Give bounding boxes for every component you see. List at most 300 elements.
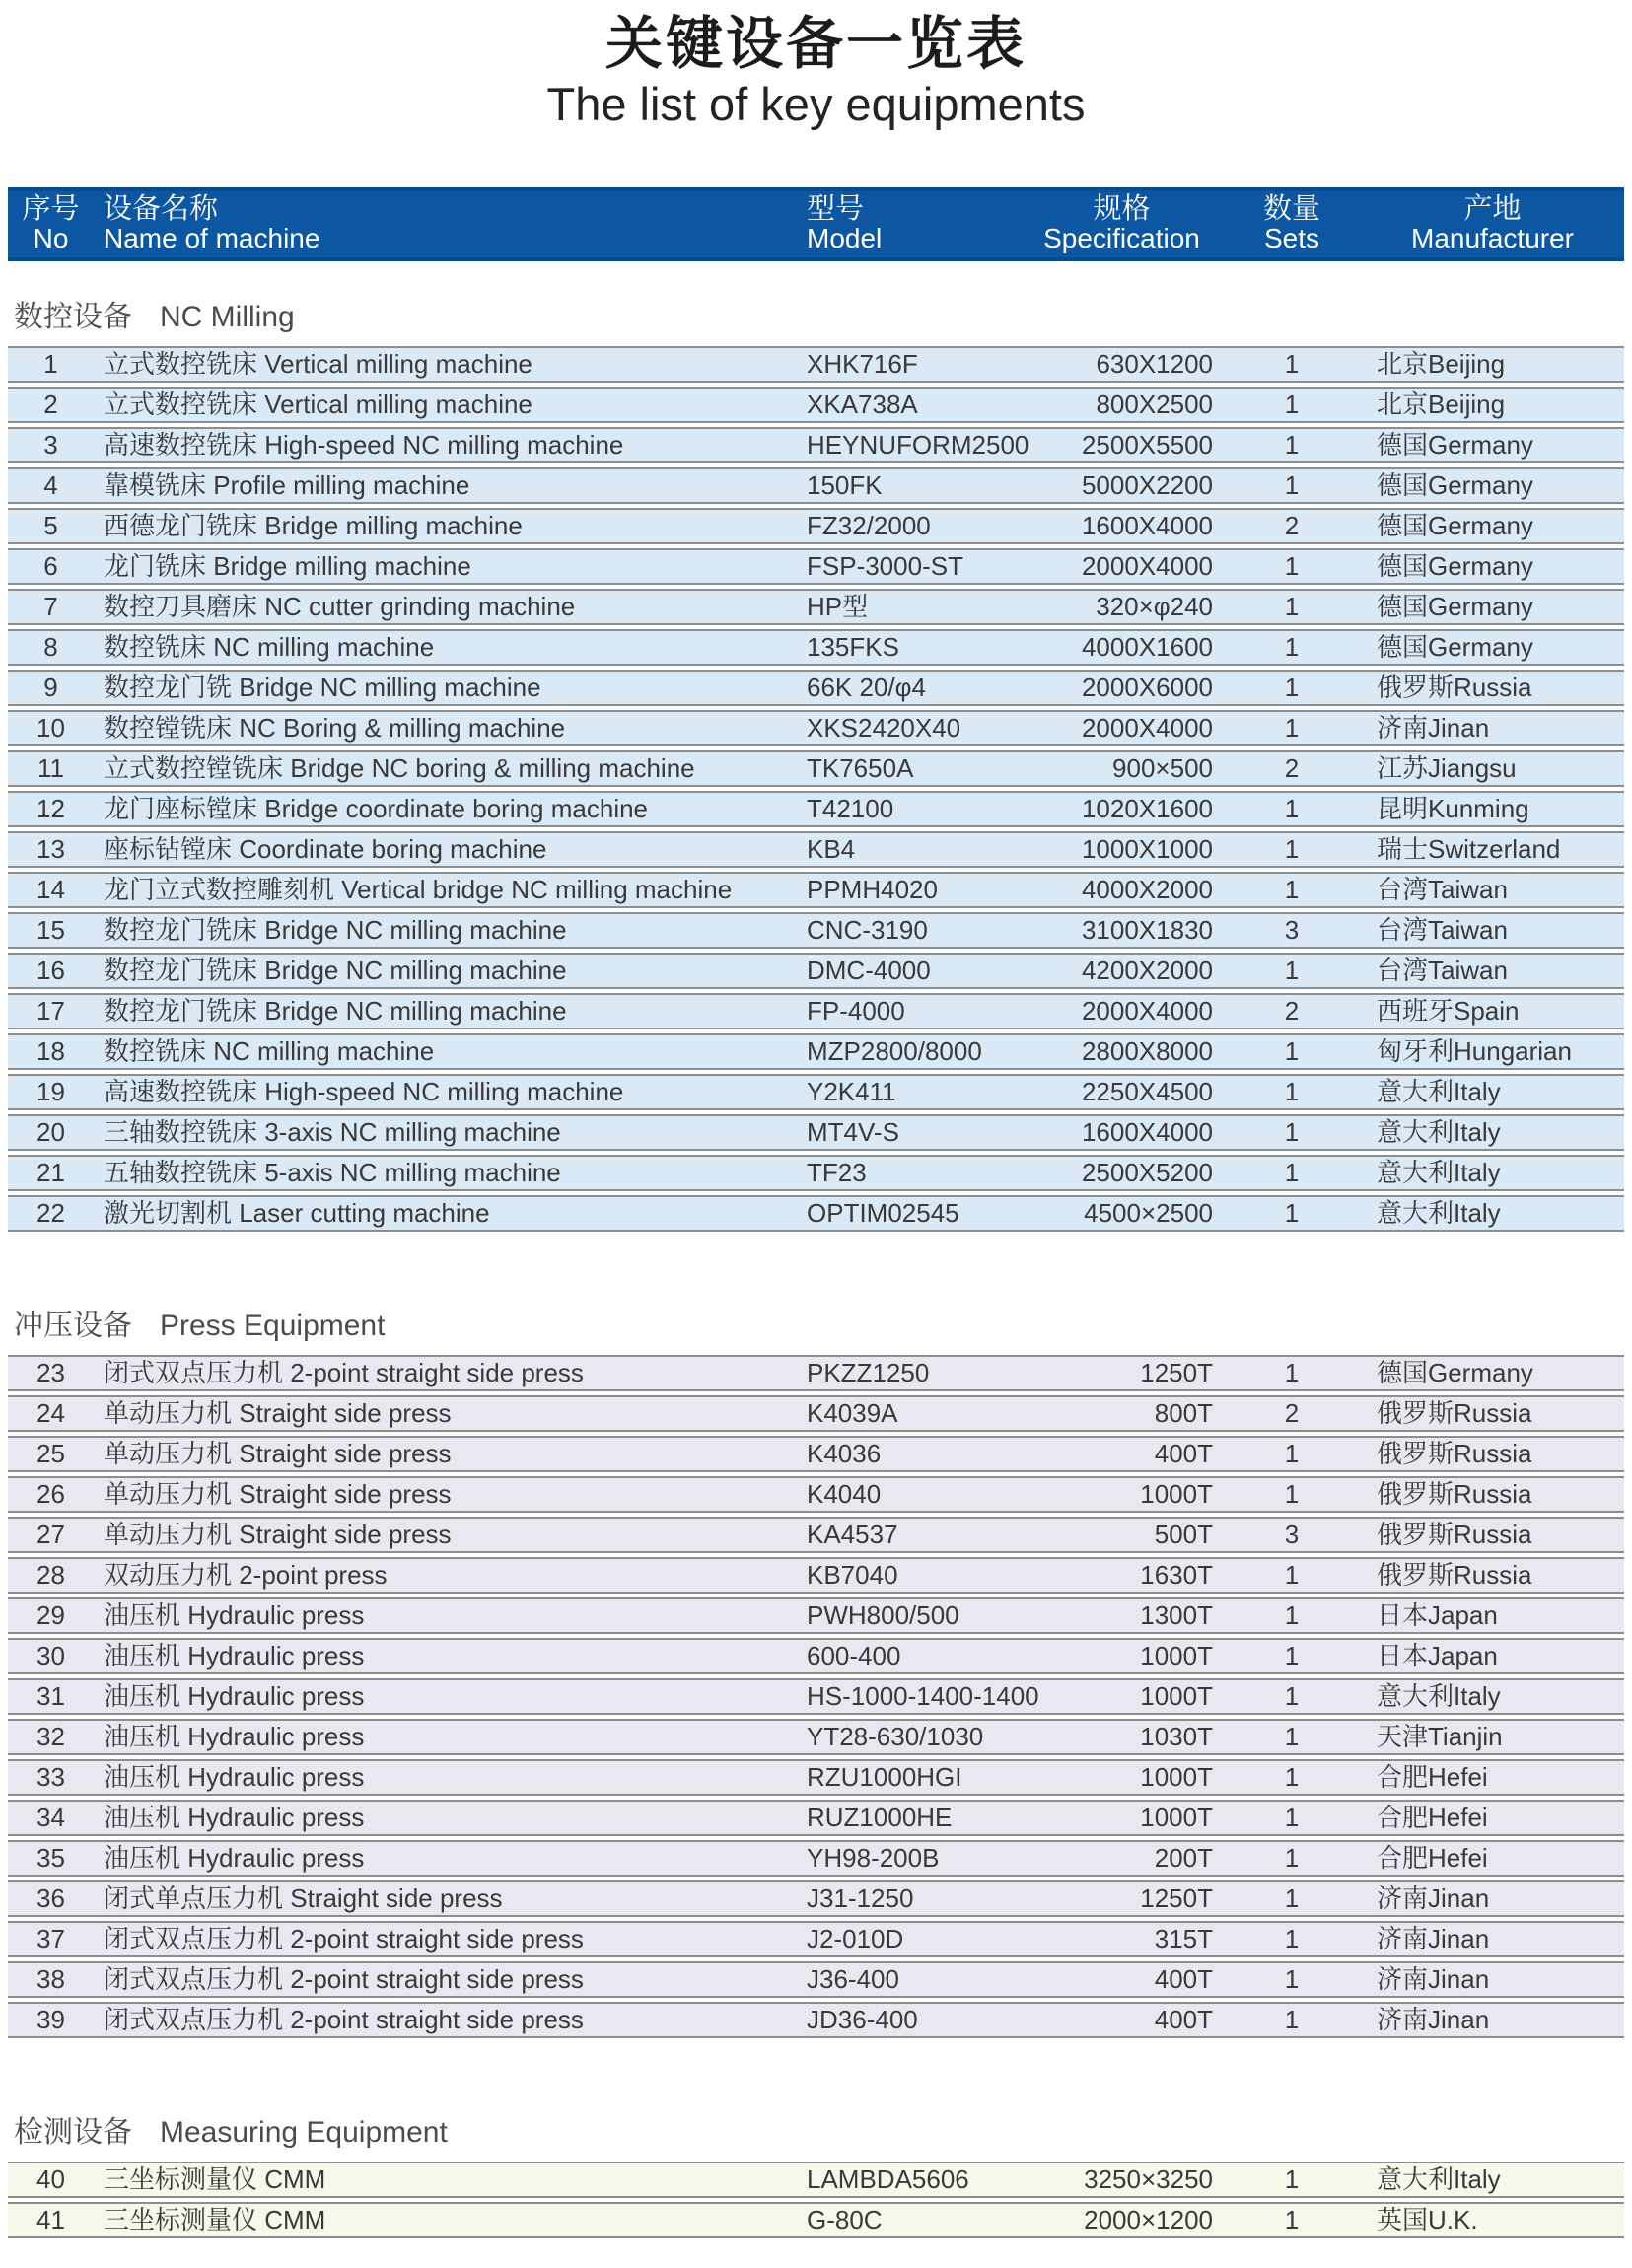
cell-sets: 1 (1284, 1681, 1300, 1711)
cell-sets: 1 (1284, 875, 1300, 904)
equipment-section-press-equipment (0, 1311, 1632, 2038)
cell-no: 14 (36, 875, 65, 904)
table-row (8, 2202, 1624, 2238)
cell-no: 3 (43, 430, 58, 460)
table-row (8, 1355, 1624, 1391)
table-row (8, 629, 1624, 666)
cell-spec: 1000T (1140, 1762, 1213, 1792)
table-row (8, 1638, 1624, 1674)
section-title-en: Measuring Equipment (160, 2116, 448, 2149)
cell-sets: 1 (1284, 794, 1300, 823)
cell-origin: 西班牙Spain (1377, 996, 1520, 1026)
cell-model: 600-400 (807, 1641, 901, 1670)
column-header-spec (1021, 194, 1223, 252)
cell-name: 龙门立式数控雕刻机 Vertical bridge NC milling machine (104, 875, 733, 904)
table-row (8, 912, 1624, 949)
cell-spec: 1020X1600 (1081, 794, 1213, 823)
cell-spec: 3100X1830 (1081, 915, 1213, 945)
cell-origin: 意大利Italy (1377, 1198, 1501, 1228)
cell-sets: 1 (1284, 2005, 1300, 2034)
cell-sets: 2 (1284, 511, 1300, 540)
cell-name: 数控铣床 NC milling machine (104, 632, 435, 662)
cell-origin: 德国Germany (1377, 1358, 1533, 1387)
table-row (8, 953, 1624, 989)
cell-name: 闭式双点压力机 2-point straight side press (104, 1358, 584, 1387)
cell-no: 34 (36, 1803, 65, 1832)
cell-spec: 500T (1154, 1520, 1213, 1549)
page-title-en: The list of key equipments (546, 78, 1086, 130)
table-row (8, 2002, 1624, 2038)
cell-origin: 俄罗斯Russia (1377, 1560, 1532, 1590)
table-row (8, 427, 1624, 463)
cell-model: T42100 (807, 794, 894, 823)
cell-origin: 英国U.K. (1377, 2205, 1478, 2234)
cell-no: 27 (36, 1520, 65, 1549)
column-header-manufacturer-zh: 产地 (1463, 193, 1522, 225)
cell-sets: 3 (1284, 1520, 1300, 1549)
cell-sets: 1 (1284, 1964, 1300, 1994)
cell-spec: 3250×3250 (1084, 2164, 1213, 2194)
cell-name: 单动压力机 Straight side press (104, 1520, 452, 1549)
cell-origin: 台湾Taiwan (1377, 956, 1508, 985)
cell-spec: 4000X2000 (1081, 875, 1213, 904)
column-header-model-zh: 型号 (807, 193, 865, 225)
cell-name: 油压机 Hydraulic press (104, 1762, 365, 1792)
cell-origin: 意大利Italy (1377, 1077, 1501, 1106)
table-row (8, 1195, 1624, 1232)
cell-spec: 1030T (1140, 1722, 1213, 1751)
cell-origin: 台湾Taiwan (1377, 915, 1508, 945)
cell-no: 32 (36, 1722, 65, 1751)
cell-spec: 2500X5200 (1081, 1158, 1213, 1187)
column-header-name-zh: 设备名称 (104, 193, 219, 225)
cell-origin: 意大利Italy (1377, 1681, 1501, 1711)
cell-name: 五轴数控铣床 5-axis NC milling machine (104, 1158, 561, 1187)
cell-model: XKA738A (807, 390, 918, 419)
cell-origin: 瑞士Switzerland (1377, 834, 1561, 864)
cell-name: 单动压力机 Straight side press (104, 1479, 452, 1509)
cell-spec: 2000X4000 (1081, 713, 1213, 743)
cell-spec: 800T (1154, 1398, 1213, 1428)
cell-name: 数控龙门铣床 Bridge NC milling machine (104, 996, 567, 1026)
cell-model: PKZZ1250 (807, 1358, 930, 1387)
cell-sets: 1 (1284, 1762, 1300, 1792)
cell-spec: 400T (1154, 1964, 1213, 1994)
cell-model: 150FK (807, 470, 883, 500)
cell-sets: 2 (1284, 996, 1300, 1026)
cell-no: 23 (36, 1358, 65, 1387)
cell-spec: 1000T (1140, 1803, 1213, 1832)
cell-name: 数控龙门铣 Bridge NC milling machine (104, 673, 541, 702)
cell-no: 1 (43, 349, 58, 379)
cell-model: J31-1250 (807, 1883, 914, 1913)
cell-origin: 合肥Hefei (1377, 1762, 1488, 1792)
cell-origin: 济南Jinan (1377, 2005, 1490, 2034)
table-row (8, 750, 1624, 787)
cell-sets: 1 (1284, 1843, 1300, 1873)
cell-origin: 江苏Jiangsu (1377, 753, 1517, 783)
cell-origin: 意大利Italy (1377, 1117, 1501, 1147)
cell-model: LAMBDA5606 (807, 2164, 969, 2194)
cell-name: 激光切割机 Laser cutting machine (104, 1198, 490, 1228)
table-row (8, 1114, 1624, 1151)
section-rows (8, 2162, 1624, 2238)
cell-origin: 北京Beijing (1377, 390, 1506, 419)
table-row (8, 791, 1624, 827)
cell-no: 7 (43, 592, 58, 621)
cell-model: TF23 (807, 1158, 867, 1187)
cell-spec: 400T (1154, 1439, 1213, 1468)
cell-model: K4040 (807, 1479, 882, 1509)
cell-model: J36-400 (807, 1964, 899, 1994)
cell-sets: 2 (1284, 753, 1300, 783)
cell-name: 单动压力机 Straight side press (104, 1398, 452, 1428)
column-header-model (799, 194, 1021, 252)
table-row (8, 1557, 1624, 1594)
cell-no: 33 (36, 1762, 65, 1792)
table-row (8, 589, 1624, 625)
cell-name: 靠模铣床 Profile milling machine (104, 470, 470, 500)
cell-sets: 1 (1284, 673, 1300, 702)
cell-spec: 1250T (1140, 1358, 1213, 1387)
cell-sets: 1 (1284, 1198, 1300, 1228)
column-header-no-en: No (33, 223, 69, 253)
cell-model: K4036 (807, 1439, 882, 1468)
section-rows (8, 1355, 1624, 2038)
cell-sets: 1 (1284, 1722, 1300, 1751)
cell-no: 29 (36, 1600, 65, 1630)
cell-no: 6 (43, 551, 58, 581)
cell-origin: 济南Jinan (1377, 713, 1490, 743)
cell-sets: 1 (1284, 430, 1300, 460)
cell-no: 2 (43, 390, 58, 419)
column-header-no-zh: 序号 (22, 193, 80, 225)
table-row (8, 1759, 1624, 1796)
cell-model: HEYNUFORM2500 (807, 430, 1029, 460)
cell-model: K4039A (807, 1398, 898, 1428)
cell-spec: 5000X2200 (1081, 470, 1213, 500)
cell-model: CNC-3190 (807, 915, 928, 945)
cell-no: 20 (36, 1117, 65, 1147)
cell-sets: 1 (1284, 551, 1300, 581)
table-row (8, 872, 1624, 908)
table-row (8, 993, 1624, 1029)
cell-name: 闭式双点压力机 2-point straight side press (104, 1964, 584, 1994)
section-title-en: NC Milling (160, 301, 295, 333)
cell-origin: 意大利Italy (1377, 2164, 1501, 2194)
cell-name: 油压机 Hydraulic press (104, 1681, 365, 1711)
cell-origin: 俄罗斯Russia (1377, 673, 1532, 702)
cell-spec: 1300T (1140, 1600, 1213, 1630)
cell-spec: 2000X6000 (1081, 673, 1213, 702)
cell-sets: 1 (1284, 1358, 1300, 1387)
cell-origin: 昆明Kunming (1377, 794, 1529, 823)
cell-no: 12 (36, 794, 65, 823)
cell-model: Y2K411 (807, 1077, 896, 1106)
equipment-section-nc-milling (0, 302, 1632, 1232)
cell-model: 66K 20/φ4 (807, 673, 926, 702)
table-row (8, 1074, 1624, 1110)
cell-no: 8 (43, 632, 58, 662)
cell-no: 31 (36, 1681, 65, 1711)
column-header-spec-en: Specification (1043, 223, 1200, 253)
cell-no: 39 (36, 2005, 65, 2034)
cell-origin: 德国Germany (1377, 511, 1533, 540)
cell-no: 21 (36, 1158, 65, 1187)
cell-model: G-80C (807, 2205, 883, 2234)
cell-spec: 4500×2500 (1084, 1198, 1213, 1228)
cell-name: 数控龙门铣床 Bridge NC milling machine (104, 956, 567, 985)
cell-name: 立式数控镗铣床 Bridge NC boring & milling machine (104, 753, 695, 783)
cell-name: 闭式单点压力机 Straight side press (104, 1883, 503, 1913)
table-row (8, 1155, 1624, 1191)
table-row (8, 548, 1624, 585)
cell-name: 油压机 Hydraulic press (104, 1843, 365, 1873)
page-title-zh: 关键设备一览表 (604, 12, 1027, 76)
cell-no: 17 (36, 996, 65, 1026)
cell-name: 立式数控铣床 Vertical milling machine (104, 390, 532, 419)
cell-spec: 1250T (1140, 1883, 1213, 1913)
cell-spec: 2800X8000 (1081, 1036, 1213, 1066)
cell-model: PPMH4020 (807, 875, 938, 904)
section-title-nc-milling (14, 302, 1632, 333)
cell-spec: 4200X2000 (1081, 956, 1213, 985)
table-row (8, 1800, 1624, 1836)
table-row (8, 1476, 1624, 1513)
cell-origin: 意大利Italy (1377, 1158, 1501, 1187)
table-row (8, 1033, 1624, 1070)
cell-model: FZ32/2000 (807, 511, 931, 540)
cell-name: 高速数控铣床 High-speed NC milling machine (104, 430, 624, 460)
column-header-sets-en: Sets (1263, 223, 1320, 253)
cell-model: HP型 (807, 592, 869, 621)
cell-model: DMC-4000 (807, 956, 931, 985)
cell-name: 油压机 Hydraulic press (104, 1722, 365, 1751)
section-title-measuring-equipment (14, 2117, 1632, 2149)
cell-sets: 1 (1284, 956, 1300, 985)
table-row (8, 508, 1624, 544)
cell-spec: 4000X1600 (1081, 632, 1213, 662)
cell-origin: 北京Beijing (1377, 349, 1506, 379)
section-title-zh: 数控设备 (14, 301, 132, 333)
cell-origin: 俄罗斯Russia (1377, 1520, 1532, 1549)
cell-no: 5 (43, 511, 58, 540)
cell-model: RZU1000HGI (807, 1762, 962, 1792)
cell-origin: 匈牙利Hungarian (1377, 1036, 1572, 1066)
cell-spec: 2000X4000 (1081, 551, 1213, 581)
column-header-manufacturer (1361, 194, 1624, 252)
cell-spec: 1000T (1140, 1681, 1213, 1711)
cell-origin: 天津Tianjin (1377, 1722, 1503, 1751)
cell-no: 40 (36, 2164, 65, 2194)
cell-sets: 1 (1284, 1803, 1300, 1832)
column-header-manufacturer-en: Manufacturer (1411, 223, 1574, 253)
cell-name: 数控刀具磨床 NC cutter grinding machine (104, 592, 576, 621)
cell-model: J2-010D (807, 1924, 904, 1953)
table-row (8, 1436, 1624, 1472)
cell-model: PWH800/500 (807, 1600, 959, 1630)
cell-origin: 济南Jinan (1377, 1924, 1490, 1953)
cell-spec: 400T (1154, 2005, 1213, 2034)
cell-spec: 1000T (1140, 1479, 1213, 1509)
cell-spec: 320×φ240 (1096, 592, 1213, 621)
cell-sets: 1 (1284, 1600, 1300, 1630)
cell-no: 25 (36, 1439, 65, 1468)
cell-name: 龙门铣床 Bridge milling machine (104, 551, 471, 581)
cell-model: RUZ1000HE (807, 1803, 953, 1832)
cell-model: FSP-3000-ST (807, 551, 963, 581)
cell-origin: 合肥Hefei (1377, 1843, 1488, 1873)
cell-model: JD36-400 (807, 2005, 918, 2034)
cell-sets: 1 (1284, 713, 1300, 743)
cell-no: 18 (36, 1036, 65, 1066)
section-title-zh: 冲压设备 (14, 1310, 132, 1342)
column-header-spec-zh: 规格 (1093, 193, 1151, 225)
cell-sets: 1 (1284, 1479, 1300, 1509)
cell-sets: 1 (1284, 1158, 1300, 1187)
cell-name: 三轴数控铣床 3-axis NC milling machine (104, 1117, 561, 1147)
cell-origin: 日本Japan (1377, 1641, 1498, 1670)
cell-origin: 台湾Taiwan (1377, 875, 1508, 904)
cell-no: 36 (36, 1883, 65, 1913)
cell-origin: 德国Germany (1377, 470, 1533, 500)
cell-name: 数控镗铣床 NC Boring & milling machine (104, 713, 566, 743)
table-row (8, 1719, 1624, 1755)
cell-no: 35 (36, 1843, 65, 1873)
cell-model: 135FKS (807, 632, 899, 662)
cell-no: 9 (43, 673, 58, 702)
cell-model: HS-1000-1400-1400 (807, 1681, 1039, 1711)
column-header-name-en: Name of machine (104, 223, 320, 253)
cell-spec: 200T (1154, 1843, 1213, 1873)
column-header-sets-zh: 数量 (1262, 193, 1320, 225)
cell-sets: 1 (1284, 1641, 1300, 1670)
column-header-name (94, 194, 799, 252)
cell-name: 油压机 Hydraulic press (104, 1600, 365, 1630)
cell-spec: 1000T (1140, 1641, 1213, 1670)
table-row (8, 670, 1624, 706)
cell-sets: 2 (1284, 1398, 1300, 1428)
cell-no: 26 (36, 1479, 65, 1509)
cell-sets: 1 (1284, 1883, 1300, 1913)
cell-model: MZP2800/8000 (807, 1036, 982, 1066)
cell-no: 22 (36, 1198, 65, 1228)
cell-model: XHK716F (807, 349, 918, 379)
cell-no: 41 (36, 2205, 65, 2234)
cell-sets: 1 (1284, 834, 1300, 864)
cell-no: 16 (36, 956, 65, 985)
table-row (8, 1517, 1624, 1553)
cell-spec: 900×500 (1112, 753, 1213, 783)
cell-model: KB7040 (807, 1560, 898, 1590)
cell-sets: 1 (1284, 390, 1300, 419)
cell-name: 数控铣床 NC milling machine (104, 1036, 435, 1066)
cell-name: 高速数控铣床 High-speed NC milling machine (104, 1077, 624, 1106)
cell-origin: 济南Jinan (1377, 1964, 1490, 1994)
cell-name: 立式数控铣床 Vertical milling machine (104, 349, 532, 379)
cell-origin: 合肥Hefei (1377, 1803, 1488, 1832)
cell-origin: 俄罗斯Russia (1377, 1479, 1532, 1509)
cell-no: 4 (43, 470, 58, 500)
cell-sets: 1 (1284, 349, 1300, 379)
table-row (8, 1921, 1624, 1957)
cell-name: 龙门座标镗床 Bridge coordinate boring machine (104, 794, 649, 823)
section-rows (8, 346, 1624, 1232)
cell-name: 数控龙门铣床 Bridge NC milling machine (104, 915, 567, 945)
cell-origin: 德国Germany (1377, 551, 1533, 581)
cell-model: XKS2420X40 (807, 713, 961, 743)
column-header-sets (1223, 194, 1361, 252)
cell-no: 15 (36, 915, 65, 945)
cell-no: 37 (36, 1924, 65, 1953)
cell-spec: 2000X4000 (1081, 996, 1213, 1026)
section-title-press-equipment (14, 1311, 1632, 1342)
cell-sets: 1 (1284, 1439, 1300, 1468)
cell-origin: 济南Jinan (1377, 1883, 1490, 1913)
cell-model: TK7650A (807, 753, 914, 783)
cell-spec: 630X1200 (1096, 349, 1213, 379)
table-row (8, 2162, 1624, 2198)
cell-model: YH98-200B (807, 1843, 940, 1873)
section-title-en: Press Equipment (160, 1310, 386, 1342)
cell-origin: 德国Germany (1377, 592, 1533, 621)
column-header-no (8, 194, 94, 252)
cell-spec: 1630T (1140, 1560, 1213, 1590)
cell-sets: 1 (1284, 1924, 1300, 1953)
cell-origin: 日本Japan (1377, 1600, 1498, 1630)
table-header (8, 187, 1624, 261)
cell-model: MT4V-S (807, 1117, 899, 1147)
cell-origin: 俄罗斯Russia (1377, 1439, 1532, 1468)
table-row (8, 387, 1624, 423)
cell-no: 10 (36, 713, 65, 743)
table-row (8, 346, 1624, 383)
cell-name: 闭式双点压力机 2-point straight side press (104, 2005, 584, 2034)
cell-spec: 2250X4500 (1081, 1077, 1213, 1106)
equipment-section-measuring-equipment (0, 2117, 1632, 2238)
table-row (8, 467, 1624, 504)
cell-no: 28 (36, 1560, 65, 1590)
cell-sets: 1 (1284, 1077, 1300, 1106)
cell-name: 油压机 Hydraulic press (104, 1641, 365, 1670)
cell-name: 油压机 Hydraulic press (104, 1803, 365, 1832)
cell-origin: 德国Germany (1377, 632, 1533, 662)
cell-name: 座标钻镗床 Coordinate boring machine (104, 834, 547, 864)
cell-spec: 2500X5500 (1081, 430, 1213, 460)
cell-spec: 2000×1200 (1084, 2205, 1213, 2234)
cell-spec: 315T (1154, 1924, 1213, 1953)
cell-name: 双动压力机 2-point press (104, 1560, 388, 1590)
table-row (8, 1880, 1624, 1917)
cell-no: 13 (36, 834, 65, 864)
table-row (8, 1840, 1624, 1877)
cell-sets: 1 (1284, 592, 1300, 621)
cell-name: 西德龙门铣床 Bridge milling machine (104, 511, 523, 540)
cell-sets: 1 (1284, 2205, 1300, 2234)
cell-no: 38 (36, 1964, 65, 1994)
column-header-model-en: Model (807, 223, 883, 253)
cell-origin: 德国Germany (1377, 430, 1533, 460)
cell-sets: 1 (1284, 2164, 1300, 2194)
cell-name: 闭式双点压力机 2-point straight side press (104, 1924, 584, 1953)
cell-spec: 1600X4000 (1081, 1117, 1213, 1147)
cell-spec: 1600X4000 (1081, 511, 1213, 540)
cell-spec: 1000X1000 (1081, 834, 1213, 864)
cell-model: OPTIM02545 (807, 1198, 959, 1228)
cell-model: FP-4000 (807, 996, 905, 1026)
section-title-zh: 检测设备 (14, 2116, 132, 2149)
cell-name: 三坐标测量仪 CMM (104, 2164, 326, 2194)
